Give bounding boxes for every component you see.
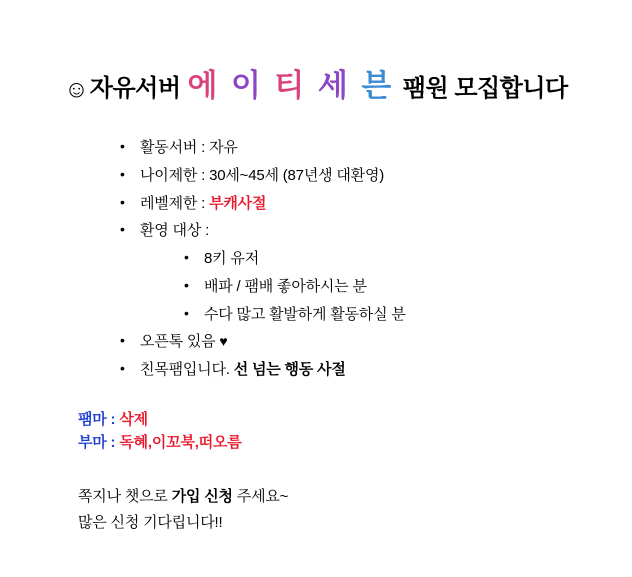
role-value: 독혜,이꼬북,떠오름	[119, 434, 242, 451]
list-item-label: 오픈톡 있음	[140, 333, 220, 351]
title-letter-2: 이	[230, 68, 261, 103]
list-item	[118, 361, 592, 380]
roles-block	[78, 408, 592, 455]
requirements-list	[118, 139, 592, 380]
list-item	[118, 167, 592, 186]
list-item-label: 8키 유저	[204, 250, 259, 267]
title-letter-1: 에	[187, 68, 217, 103]
list-item	[118, 333, 592, 352]
call-to-action-block	[78, 484, 592, 535]
list-item-label: 레벨제한 :	[140, 194, 210, 212]
list-item	[118, 139, 592, 158]
role-value: 삭제	[119, 410, 148, 428]
list-item	[182, 250, 592, 269]
role-label: 팸마 :	[78, 410, 120, 428]
list-item	[118, 222, 592, 324]
list-item	[182, 306, 592, 325]
list-item-label: 친목팸입니다.	[140, 361, 234, 378]
heart-icon: ♥	[219, 333, 228, 350]
list-item-label: 수다 많고 활발하게 활동하실 분	[204, 305, 406, 323]
cta-line-2	[78, 510, 592, 536]
title-letter-5: 븐	[361, 68, 391, 103]
list-item-label: 배파 / 팸배 좋아하시는 분	[204, 277, 367, 295]
welcome-sublist	[182, 250, 592, 324]
page-title	[40, 60, 592, 105]
list-item-label: 활동서버 : 자유	[140, 139, 238, 156]
cta-line-1	[78, 484, 592, 510]
title-letter-3: 티	[274, 68, 304, 103]
smiley-face-icon: ☺	[64, 76, 89, 103]
cta-text: 많은 신청 기다립니다!!	[78, 513, 223, 531]
role-row	[78, 408, 592, 431]
list-item-highlight: 부캐사절	[209, 194, 267, 212]
list-item	[182, 278, 592, 297]
list-item-label: 환영 대상 :	[140, 222, 210, 240]
cta-text-strong: 가입 신청	[171, 488, 233, 506]
list-item-label: 나이제한 : 30세~45세 (87년생 대환영)	[140, 166, 385, 184]
list-item	[118, 195, 592, 214]
title-tail-text: 팸원 모집합니다	[402, 75, 568, 102]
title-plain-text: 자유서버	[89, 75, 181, 102]
role-label: 부마 :	[78, 434, 120, 451]
cta-text-pre: 쪽지나 챗으로	[78, 488, 172, 506]
list-item-emphasis: 선 넘는 행동 사절	[233, 361, 346, 378]
cta-text-post: 주세요~	[232, 488, 289, 506]
title-letter-4: 세	[317, 68, 348, 103]
role-row	[78, 431, 592, 454]
